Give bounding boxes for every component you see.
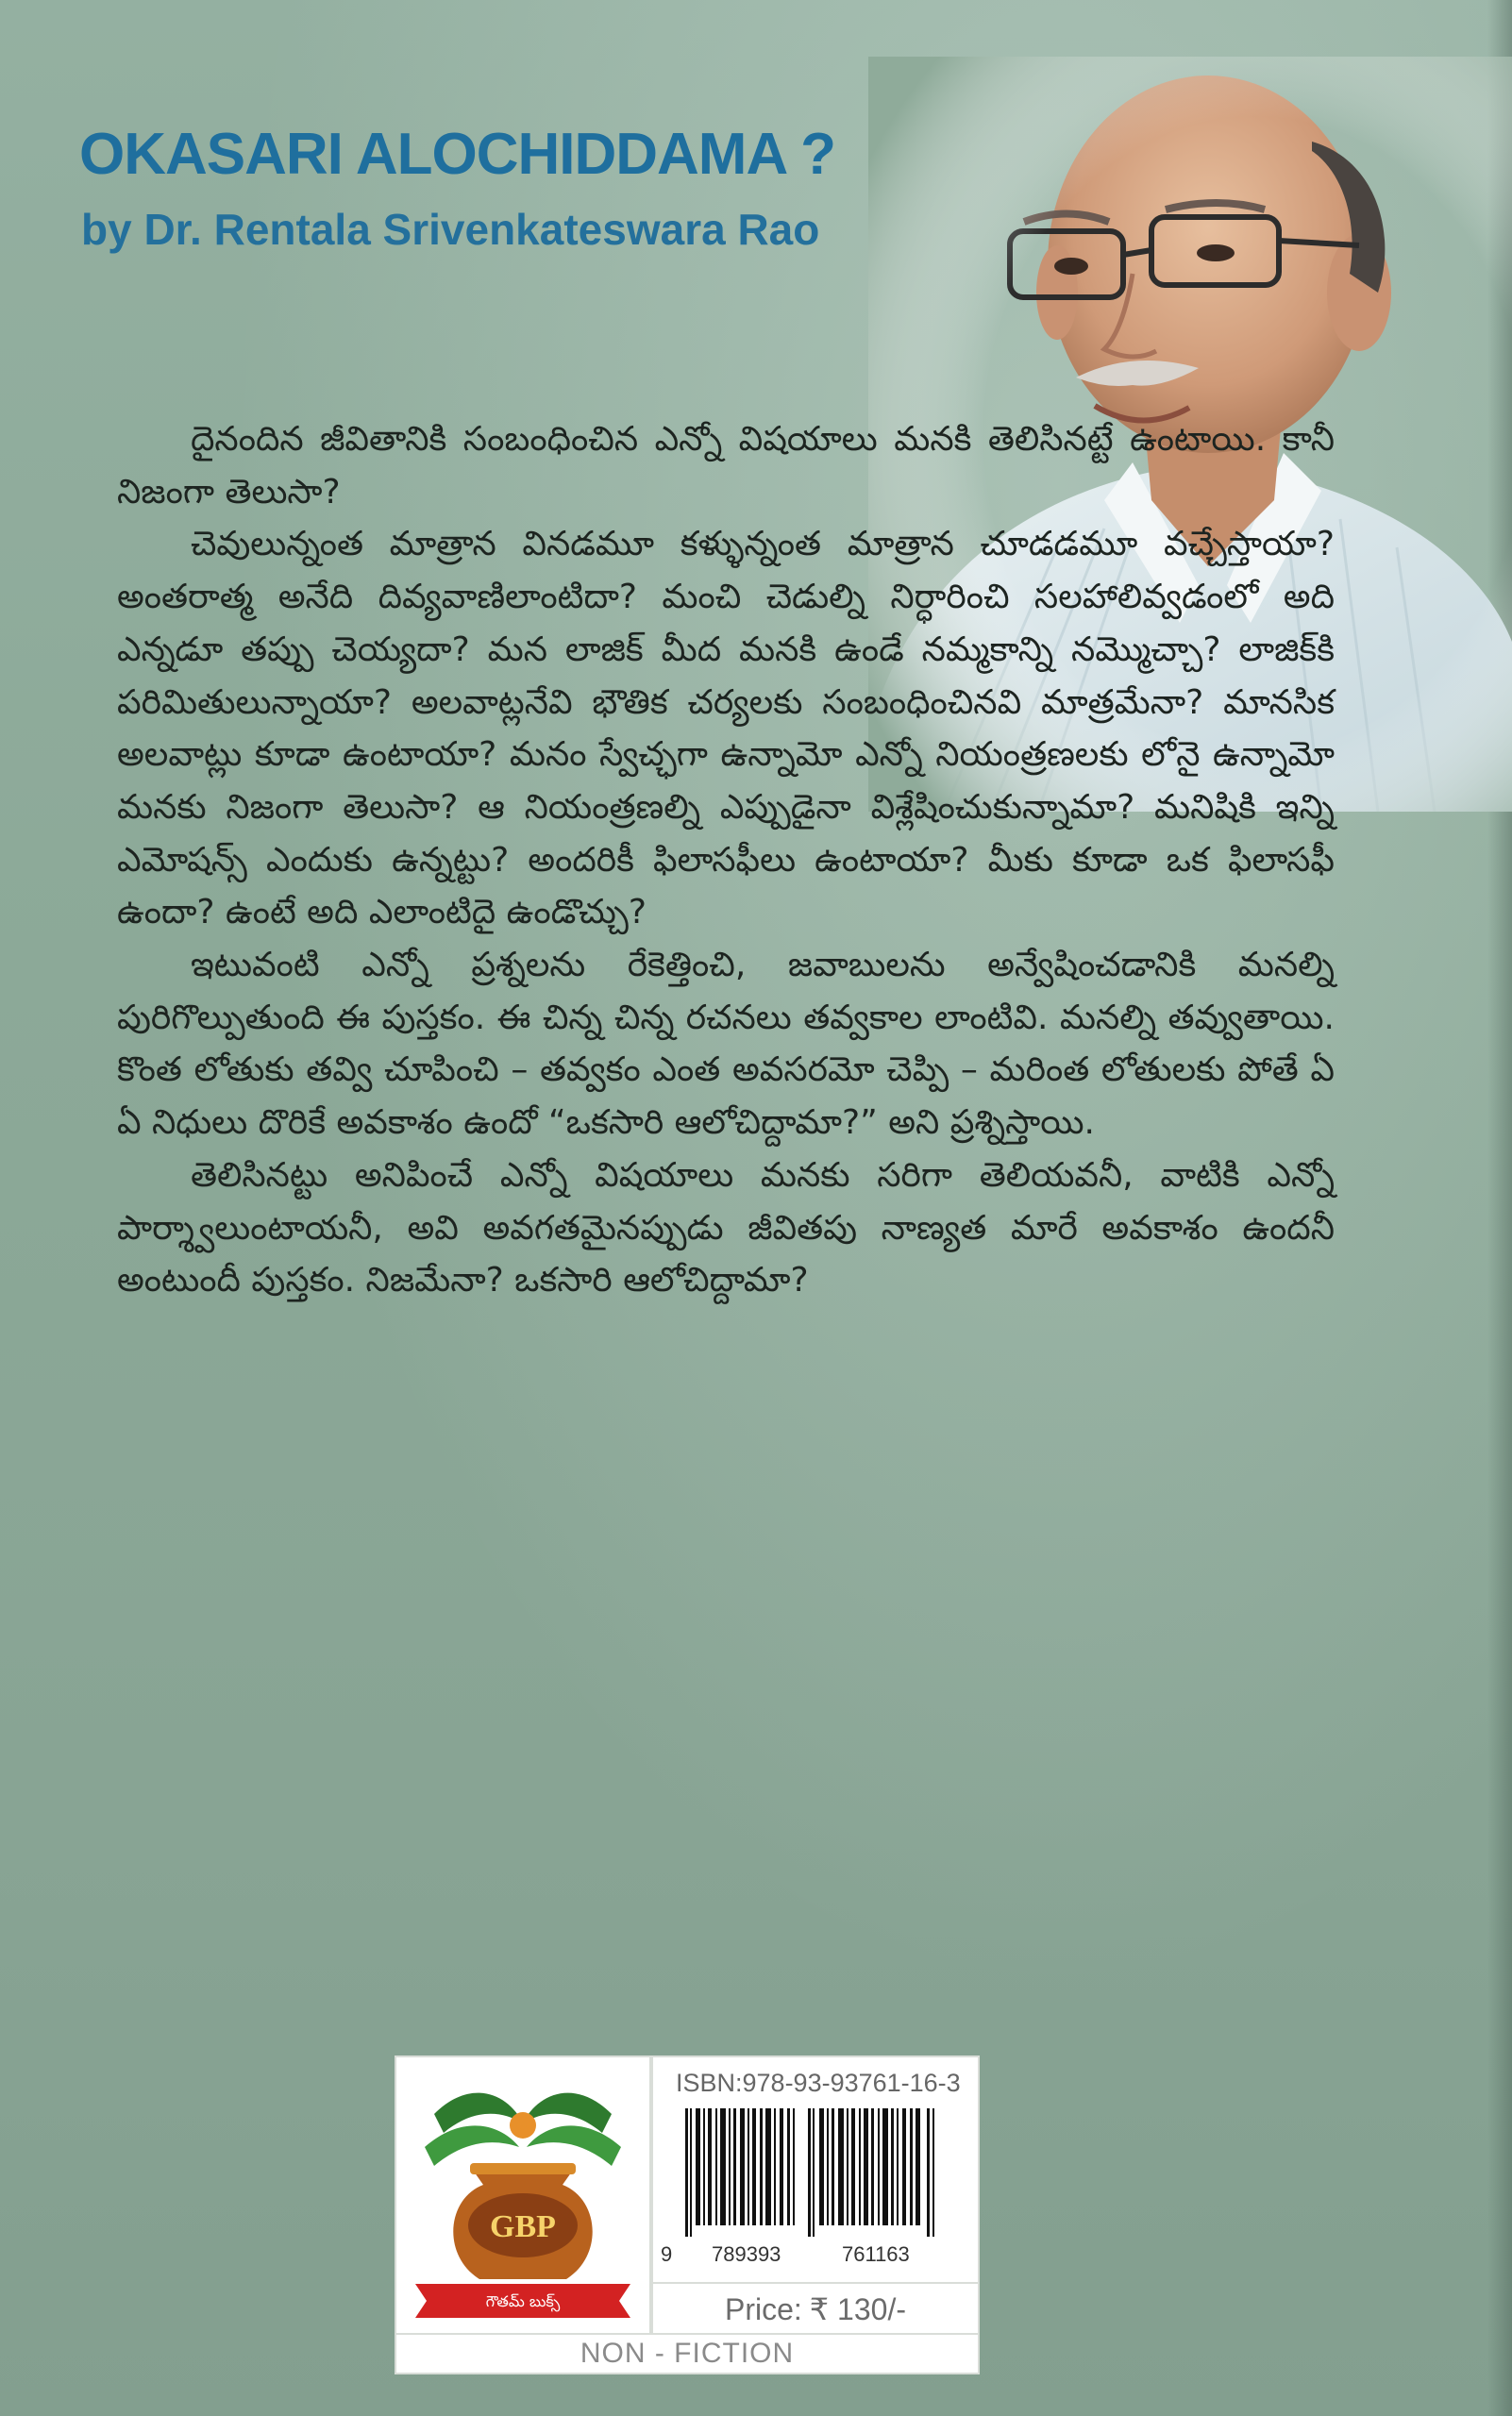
price-row	[653, 2282, 978, 2335]
barcode-digits-left: 789393	[712, 2242, 781, 2266]
barcode-digits-right: 761163	[842, 2242, 910, 2266]
book-title: OKASARI ALOCHIDDAMA ?	[79, 122, 836, 187]
blurb-paragraph: దైనందిన జీవితానికి సంబంధించిన ఎన్నో విషయాలు మనకి తెలిసినట్టే ఉంటాయి. కానీ నిజంగా తెలుసా?	[117, 420, 1335, 512]
blurb-paragraph: ఇటువంటి ఎన్నో ప్రశ్నలను రేకెత్తించి, జవాబులను అన్వేషించడానికి మనల్ని పురిగొల్పుతుంది ఈ పుస్తకం. ఈ చిన్న చిన్న రచనలు తవ్వకాల లాంటివి. మనల్ని తవ్వుతాయి. కొంత లోతుకు తవ్వి చూపించి – తవ్వకం ఎంత అవసరమో చెప్పి – మరింత లోతులకు పోతే ఏ ఏ నిధులు దొరికే అవకాశం ఉందో “ఒకసారి ఆలోచిద్దామా?” అని ప్రశ్నిస్తాయి.	[117, 946, 1335, 1143]
logo-banner-text: గౌతమ్ బుక్స్	[485, 2292, 561, 2310]
blurb-text	[117, 413, 1335, 1307]
barcode-digit-left: 9	[661, 2242, 673, 2266]
author-line: by Dr. Rentala Srivenkateswara Rao	[81, 205, 820, 254]
isbn-panel	[651, 2055, 980, 2335]
isbn-label: ISBN:978-93-93761-16-3	[676, 2069, 961, 2097]
blurb-paragraph: తెలిసినట్టు అనిపించే ఎన్నో విషయాలు మనకు సరిగా తెలియవనీ, వాటికి ఎన్నో పార్శ్వాలుంటాయనీ, అవి అవగతమైనప్పుడు జీవితపు నాణ్యత మారే అవకాశం ఉందనీ అంటుందీ పుస్తకం. నిజమేనా? ఒకసారి ఆలోచిద్దామా?	[117, 1155, 1335, 1300]
logo-initials: GBP	[490, 2209, 556, 2244]
blurb-paragraph: చెవులున్నంత మాత్రాన వినడమూ కళ్ళున్నంత మాత్రాన చూడడమూ వచ్చేస్తాయా? అంతరాత్మ అనేది దివ్యవాణిలాంటిదా? మంచి చెడుల్ని నిర్ధారించి సలహాలివ్వడంలో అది ఎన్నడూ తప్పు చెయ్యదా? మన లాజిక్ మీద మనకి ఉండే నమ్మకాన్ని నమ్మొచ్చా? లాజిక్‌కి పరిమితులున్నాయా? అలవాట్లనేవి భౌతిక చర్యలకు సంబంధించినవి మాత్రమేనా? మానసిక అలవాట్లు కూడా ఉంటాయా? మనం స్వేచ్ఛగా ఉన్నామో ఎన్నో నియంత్రణలకు లోనై ఉన్నామో మనకు నిజంగా తెలుసా? ఆ నియంత్రణల్ని ఎప్పుడైనా విశ్లేషించుకున్నామా? మనిషికి ఇన్ని ఎమోషన్స్ ఎందుకు ఉన్నట్టు? అందరికీ ఫిలాసఫీలు ఉంటాయా? మీకు కూడా ఒక ఫిలాసఫీ ఉందా? ఉంటే అది ఎలాంటిదై ఉండొచ్చు?	[117, 525, 1335, 932]
genre-label: NON - FICTION	[395, 2333, 980, 2374]
publisher-logo	[396, 2057, 649, 2333]
barcode	[680, 2108, 953, 2237]
price-label: Price:	[725, 2291, 802, 2326]
price-value: ₹ 130/-	[809, 2292, 906, 2326]
publisher-logo-panel	[395, 2055, 651, 2335]
